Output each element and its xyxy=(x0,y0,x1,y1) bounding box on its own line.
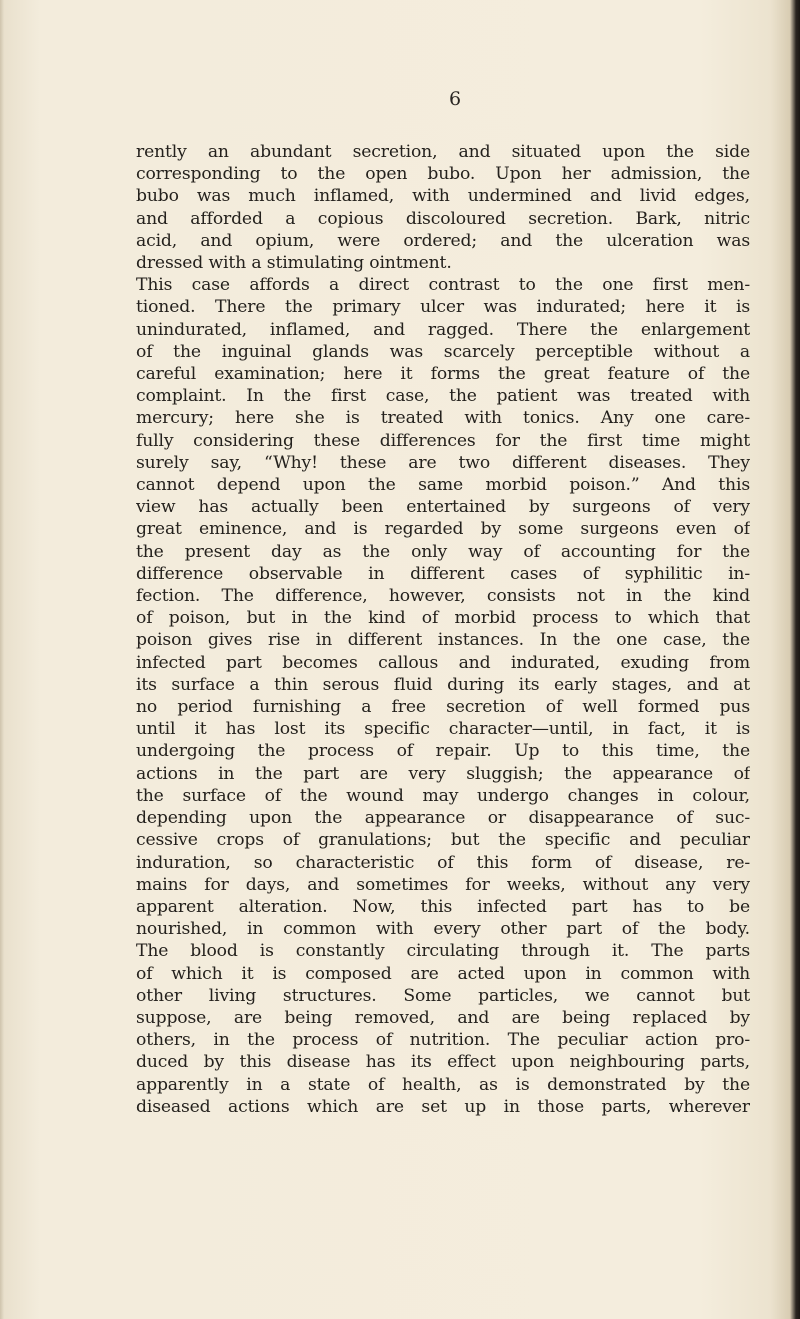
text-line: great eminence, and is regarded by some surgeons even of xyxy=(136,519,750,540)
text-line: until it has lost its specific character—until, in fact, it is xyxy=(136,719,750,740)
text-line: tioned. There the primary ulcer was indurated; here it is xyxy=(136,297,750,318)
text-line: apparently in a state of health, as is demonstrated by the xyxy=(136,1074,750,1095)
text-line: duced by this disease has its effect upon neighbouring parts, xyxy=(136,1052,750,1073)
text-line: depending upon the appearance or disappearance of suc- xyxy=(136,808,750,829)
page-number: 6 xyxy=(448,88,462,110)
text-line: the present day as the only way of accounting for the xyxy=(136,541,750,562)
text-line: bubo was much inflamed, with undermined and livid edges, xyxy=(136,186,750,207)
text-line: The blood is constantly circulating through it. The parts xyxy=(136,941,750,962)
body-text xyxy=(136,141,750,1118)
text-line: complaint. In the first case, the patient was treated with xyxy=(136,386,750,407)
page-left-edge xyxy=(0,0,4,1319)
text-line: fully considering these differences for the first time might xyxy=(136,430,750,451)
text-line: mains for days, and sometimes for weeks, without any very xyxy=(136,874,750,895)
text-line: other living structures. Some particles, we cannot but xyxy=(136,985,750,1006)
text-line: careful examination; here it forms the great feature of the xyxy=(136,364,750,385)
text-line: and afforded a copious discoloured secretion. Bark, nitric xyxy=(136,208,750,229)
text-line: others, in the process of nutrition. The peculiar action pro- xyxy=(136,1030,750,1051)
text-line: rently an abundant secretion, and situated upon the side xyxy=(136,142,750,162)
text-line: dressed with a stimulating ointment. xyxy=(136,253,452,274)
text-line: cessive crops of granulations; but the specific and peculiar xyxy=(136,830,750,851)
text-line: the surface of the wound may undergo changes in colour, xyxy=(136,785,750,806)
text-line: fection. The difference, however, consists not in the kind xyxy=(136,586,750,607)
text-line: actions in the part are very sluggish; the appearance of xyxy=(136,763,750,784)
text-line: induration, so characteristic of this form of disease, re- xyxy=(136,852,750,873)
text-line: apparent alteration. Now, this infected part has to be xyxy=(136,896,750,917)
text-line: no period furnishing a free secretion of well formed pus xyxy=(136,697,750,718)
text-line: of which it is composed are acted upon in common with xyxy=(136,963,750,984)
text-line: of the inguinal glands was scarcely perceptible without a xyxy=(136,341,750,362)
text-line: unindurated, inflamed, and ragged. There the enlargement xyxy=(136,319,750,340)
text-line: corresponding to the open bubo. Upon her admission, the xyxy=(136,164,750,185)
text-line: suppose, are being removed, and are being replaced by xyxy=(136,1007,750,1028)
text-line: diseased actions which are set up in those parts, wherever xyxy=(136,1096,750,1117)
text-line: of poison, but in the kind of morbid process to which that xyxy=(136,608,750,629)
text-line: undergoing the process of repair. Up to this time, the xyxy=(136,741,750,762)
text-line: cannot depend upon the same morbid poison.” And this xyxy=(136,475,750,496)
text-line: view has actually been entertained by surgeons of very xyxy=(136,497,750,518)
text-line: This case affords a direct contrast to the one first men- xyxy=(136,275,750,296)
text-line: difference observable in different cases of syphilitic in- xyxy=(136,563,750,584)
text-line: acid, and opium, were ordered; and the ulceration was xyxy=(136,230,750,251)
text-line: mercury; here she is treated with tonics. Any one care- xyxy=(136,408,750,429)
text-line: surely say, “Why! these are two different diseases. They xyxy=(136,452,750,473)
text-line: poison gives rise in different instances. In the one case, the xyxy=(136,630,750,651)
text-line: its surface a thin serous fluid during its early stages, and at xyxy=(136,674,750,695)
text-line: nourished, in common with every other part of the body. xyxy=(136,919,750,940)
text-line: infected part becomes callous and indurated, exuding from xyxy=(136,652,750,673)
